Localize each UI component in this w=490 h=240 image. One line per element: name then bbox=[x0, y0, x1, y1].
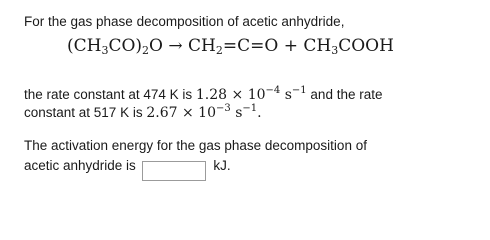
rate1-mantissa: 1.28 bbox=[195, 87, 228, 103]
rate1-times: × bbox=[231, 87, 244, 103]
eq-product1-end: =C=O bbox=[222, 36, 279, 56]
rate1-unit-exp: −1 bbox=[291, 85, 307, 96]
rate2-unit-exp: −1 bbox=[242, 103, 258, 114]
rate1-unit: s bbox=[284, 87, 292, 103]
question-intro: For the gas phase decomposition of acetic anhydride, bbox=[24, 14, 345, 29]
eq-reactant-end: O bbox=[149, 36, 163, 56]
eq-plus: + bbox=[283, 36, 298, 56]
eq-reactant: (CH bbox=[67, 36, 102, 56]
answer-unit: kJ. bbox=[213, 158, 231, 173]
ask-line-1: The activation energy for the gas phase decomposition of bbox=[24, 138, 367, 153]
rate1-prefix: the rate constant at 474 K is bbox=[24, 87, 193, 102]
eq-product2-sub: 3 bbox=[331, 44, 339, 57]
rate1-base: 10 bbox=[247, 87, 266, 103]
rate2-base: 10 bbox=[198, 105, 216, 121]
ask-line-2 bbox=[24, 157, 231, 181]
ask-line-2-prefix: acetic anhydride is bbox=[24, 158, 136, 173]
eq-reactant-sub: 3 bbox=[101, 44, 109, 57]
activation-energy-input[interactable] bbox=[142, 161, 206, 181]
eq-product1-sub: 2 bbox=[215, 44, 223, 57]
rate2-value bbox=[146, 105, 261, 121]
eq-reactant-mid: CO) bbox=[108, 36, 143, 56]
eq-product2-end: COOH bbox=[338, 36, 394, 56]
eq-product1: CH bbox=[188, 36, 216, 56]
rate2-exp: −3 bbox=[215, 103, 231, 114]
rate-line-2 bbox=[24, 104, 262, 122]
rate2-unit: s bbox=[235, 105, 243, 121]
rate2-times: × bbox=[181, 105, 194, 121]
rate2-end: . bbox=[257, 105, 262, 121]
eq-product2: CH bbox=[303, 36, 332, 56]
eq-arrow-icon: → bbox=[168, 36, 183, 56]
rate2-prefix: constant at 517 K is bbox=[24, 105, 143, 120]
eq-reactant-sub2: 2 bbox=[142, 44, 150, 57]
rate2-mantissa: 2.67 bbox=[146, 105, 178, 121]
rate1-value bbox=[196, 87, 307, 103]
reaction-equation bbox=[67, 34, 394, 58]
rate-line-1 bbox=[24, 86, 382, 104]
rate1-suffix: and the rate bbox=[310, 87, 383, 102]
rate1-exp: −4 bbox=[265, 85, 281, 96]
